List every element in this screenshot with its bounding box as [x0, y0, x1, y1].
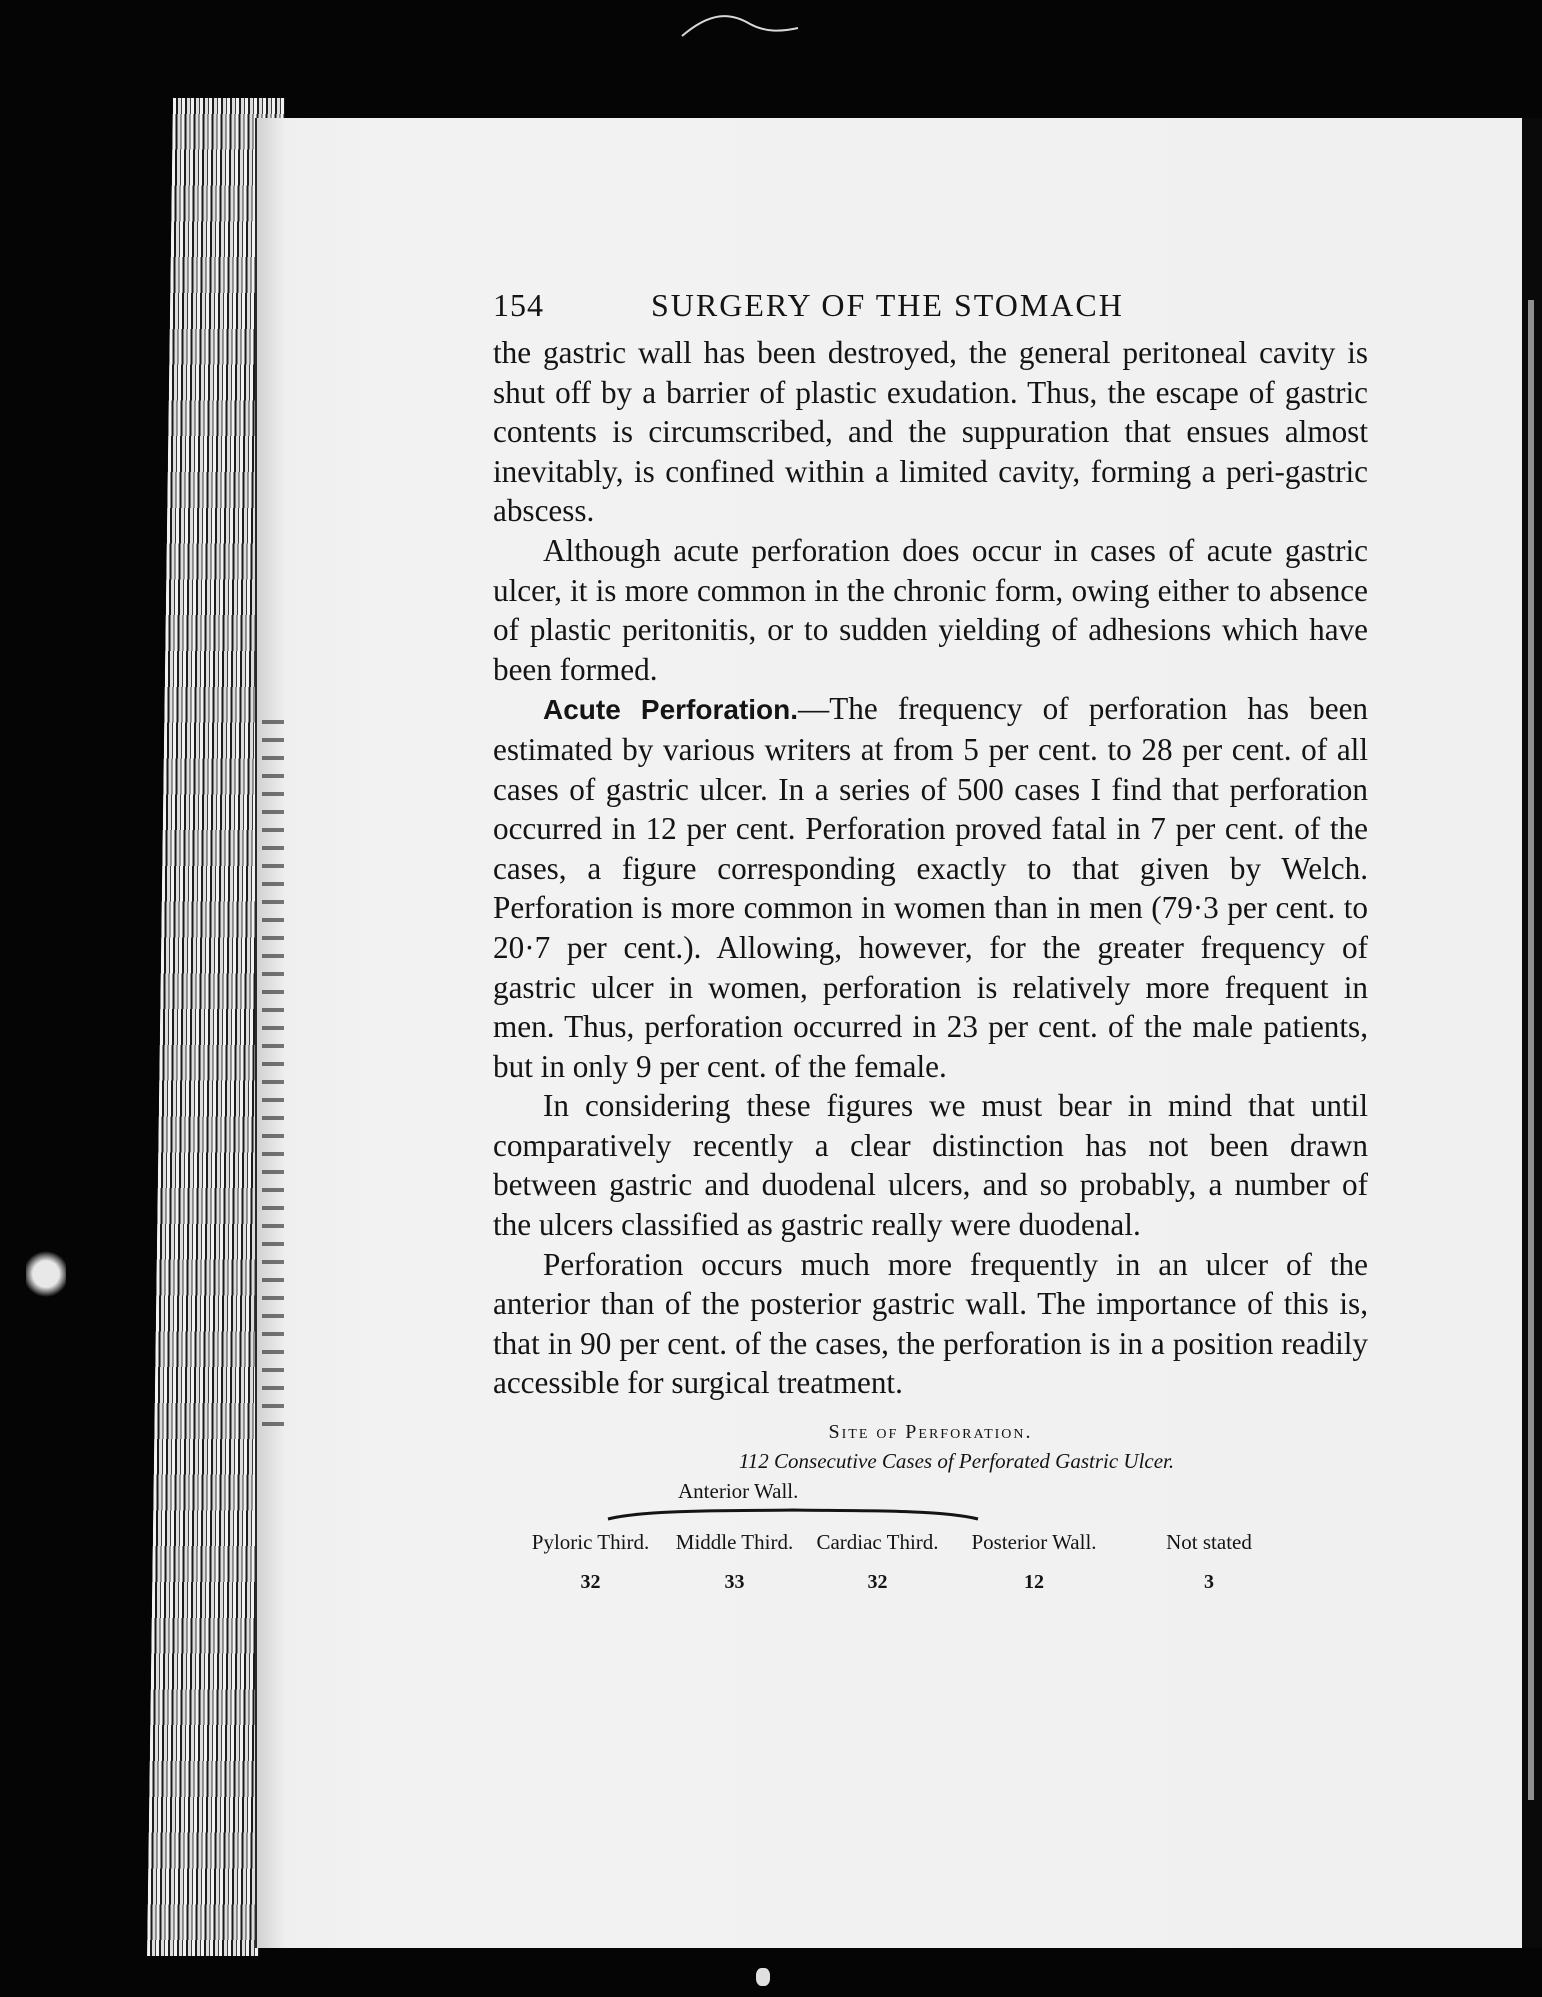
column-group-brace [606, 1507, 980, 1521]
page-text [493, 287, 1368, 1595]
paragraph: In considering these figures we must bear in mind that until comparatively recently a clear distinction has not been drawn between gastric and duodenal ulcers, and so probably, a number of the ulcers classified as gastric really were duodenal. [493, 1088, 1368, 1243]
scan-speck [756, 1968, 770, 1986]
scan-mark [680, 10, 800, 40]
paragraph-body: —The frequency of perforation has been estimated by various writers at from 5 per cent. to 28 per cent. of all cases of gastric ulcer. In a series of 500 cases I find that perforation occurred in 12 per cent. Perforation proved fatal in 7 per cent. of the cases, a figure corresponding exactly to that given by Welch. Perforation is more common in women than in men (79·3 per cent. to 20·7 per cent.). Allowing, however, for the greater frequency of gastric ulcer in women, perforation is relatively more frequent in men. Thus, perforation occurred in 23 per cent. of the male patients, but in only 9 per cent. of the female. [493, 691, 1369, 1084]
table-caption: Site of Perforation. [828, 1421, 1033, 1444]
page-number: 154 [493, 287, 544, 323]
column-head: Cardiac Third. [816, 1530, 939, 1555]
table-cell: 12 [1024, 1571, 1044, 1594]
table-group-label: Anterior Wall. [678, 1479, 799, 1504]
column-head: Middle Third. [675, 1530, 794, 1555]
site-of-perforation-table [518, 1515, 1368, 1595]
table-cell: 32 [580, 1571, 601, 1594]
table-cell: 32 [867, 1571, 888, 1594]
column-head: Not stated [1166, 1530, 1252, 1555]
facing-page-edge [1528, 300, 1534, 1800]
section-heading: Acute Perforation. [543, 694, 799, 726]
paragraph: the gastric wall has been destroyed, the general peritoneal cavity is shut off by a barrier of plastic exudation. Thus, the escape of gastric contents is circumscribed, and the suppuration that ensues almost inevitably, is confined within a limited cavity, forming a peri-gastric abscess. [493, 335, 1368, 529]
page-edge-marks [262, 720, 284, 1440]
column-head: Pyloric Third. [531, 1530, 650, 1555]
table-subcaption: 112 Consecutive Cases of Perforated Gastric Ulcer. [738, 1449, 1175, 1474]
scan-blot [26, 1248, 66, 1300]
paragraph: Perforation occurs much more frequently in an ulcer of the anterior than of the posterior gastric wall. The importance of this is, that in 90 per cent. of the cases, the perforation is in a position readily accessible for surgical treatment. [493, 1246, 1368, 1401]
running-title: SURGERY OF THE STOMACH [651, 287, 1124, 323]
table-cell: 3 [1204, 1571, 1214, 1594]
paragraph [493, 689, 1368, 1086]
table-cell: 33 [724, 1571, 745, 1594]
column-head: Posterior Wall. [971, 1530, 1097, 1555]
paragraph: Although acute perforation does occur in cases of acute gastric ulcer, it is more common in the chronic form, owing either to absence of plastic peritonitis, or to sudden yielding of adhesions which have been formed. [493, 532, 1368, 687]
running-head [493, 287, 1368, 333]
